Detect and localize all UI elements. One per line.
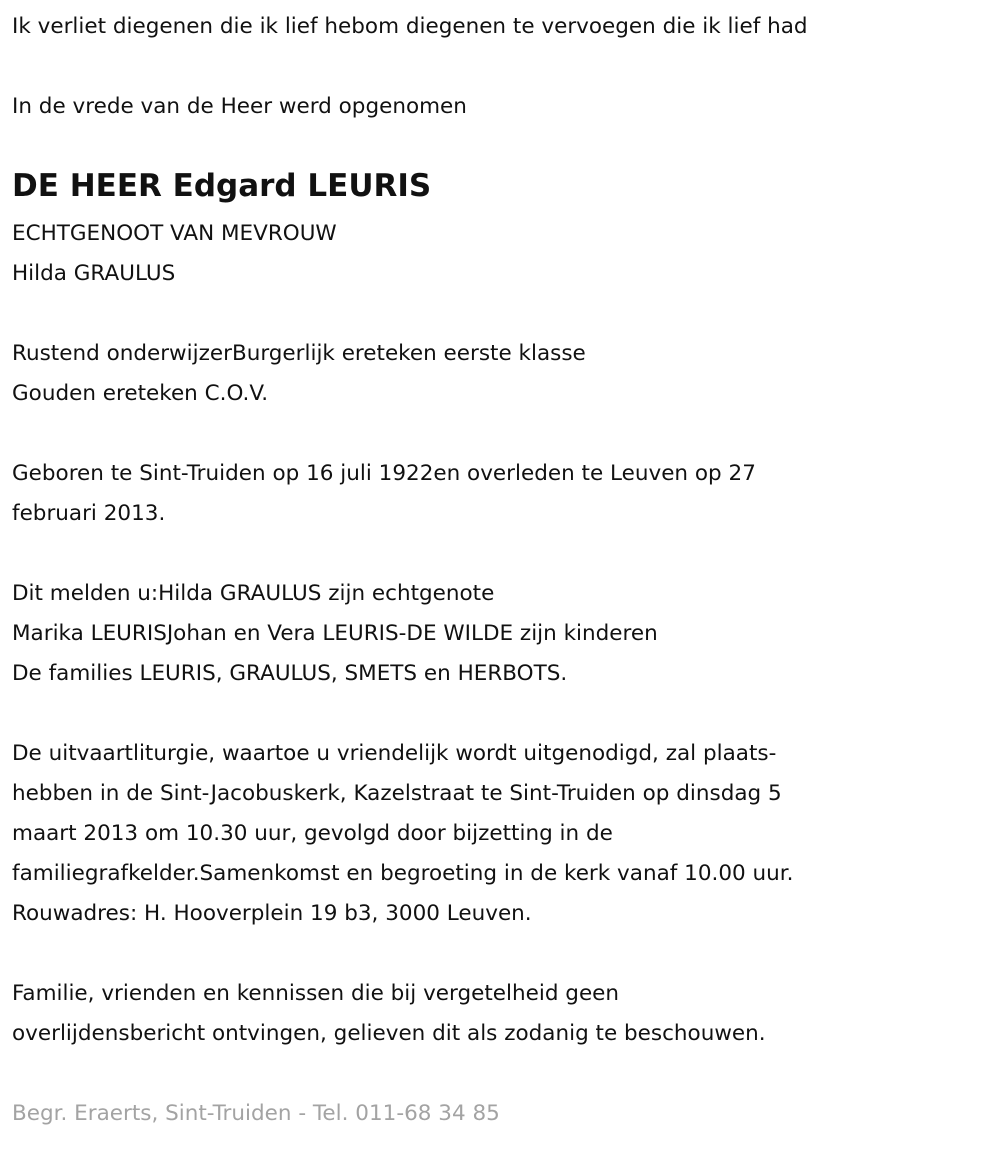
announcement: In de vrede van de Heer werd opgenomen bbox=[12, 94, 467, 119]
family-line: Dit melden u:Hilda GRAULUS zijn echtgenote bbox=[12, 581, 495, 606]
title-line: Rustend onderwijzerBurgerlijk ereteken eerste klasse bbox=[12, 341, 586, 366]
spouse-name: Hilda GRAULUS bbox=[12, 261, 176, 286]
undertaker-footer: Begr. Eraerts, Sint-Truiden - Tel. 011-68 34 85 bbox=[12, 1101, 500, 1126]
intro-quote: Ik verliet diegenen die ik lief hebom diegenen te vervoegen die ik lief had bbox=[12, 14, 808, 39]
funeral-line: De uitvaartliturgie, waartoe u vriendelijk wordt uitgenodigd, zal plaats- bbox=[12, 741, 777, 766]
family-line: Marika LEURISJohan en Vera LEURIS-DE WILDE zijn kinderen bbox=[12, 621, 658, 646]
family-line: De families LEURIS, GRAULUS, SMETS en HERBOTS. bbox=[12, 661, 568, 686]
funeral-line: maart 2013 om 10.30 uur, gevolgd door bijzetting in de bbox=[12, 821, 613, 846]
funeral-line: familiegrafkelder.Samenkomst en begroeting in de kerk vanaf 10.00 uur. bbox=[12, 861, 794, 886]
spouse-label: ECHTGENOOT VAN MEVROUW bbox=[12, 221, 337, 246]
dates-line: februari 2013. bbox=[12, 501, 166, 526]
funeral-line: Rouwadres: H. Hooverplein 19 b3, 3000 Leuven. bbox=[12, 901, 532, 926]
title-line: Gouden ereteken C.O.V. bbox=[12, 381, 269, 406]
closing-line: Familie, vrienden en kennissen die bij vergetelheid geen bbox=[12, 981, 620, 1006]
closing-line: overlijdensbericht ontvingen, gelieven dit als zodanig te beschouwen. bbox=[12, 1021, 766, 1046]
funeral-line: hebben in de Sint-Jacobuskerk, Kazelstraat te Sint-Truiden op dinsdag 5 bbox=[12, 781, 782, 806]
dates-line: Geboren te Sint-Truiden op 16 juli 1922en overleden te Leuven op 27 bbox=[12, 461, 756, 486]
deceased-name: DE HEER Edgard LEURIS bbox=[12, 168, 432, 204]
